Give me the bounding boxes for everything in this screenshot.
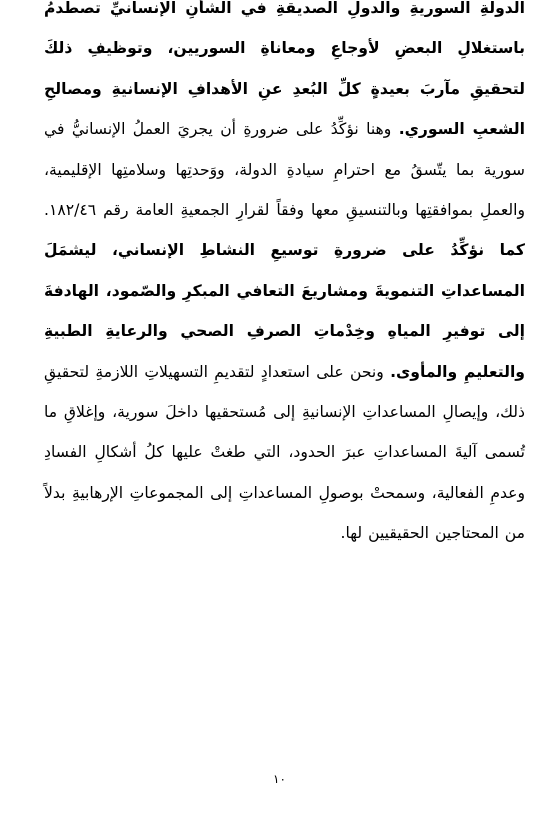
- body-paragraph: [44, 0, 525, 554]
- page-number: ١٠: [273, 772, 286, 786]
- normal-text-run: وهنا نؤكِّدُ على ضرورةِ أن يجريَ العملُ الإنسانيُّ في سورية بما يتّسقُ مع احترامِ سيادةِ الدولة، ووَحدتِها وسلامتِها الإقليمية، والعملِ بموافقتِها وبالتنسيقِ معها وفقاً لقرارِ الجمعيةِ العامة رقم ١٨٢/٤٦.: [44, 120, 525, 220]
- document-page: [44, 0, 525, 819]
- bold-text-run: كما نؤكِّدُ على ضرورةِ توسيعِ النشاطِ الإنساني، ليشمَلَ المساعداتِ التنمويةَ ومشاريعَ التعافي المبكرِ والصّمود، الهادفةَ إلى توفيرِ المياهِ وخِدْماتِ الصرفِ الصحي والرعايةِ الطبيةِ والتعليمِ والمأوى.: [44, 241, 525, 381]
- normal-text-run: ونحن على استعدادٍ لتقديمِ التسهيلاتِ اللازمةِ لتحقيقِ ذلك، وإيصالِ المساعداتِ الإنسانيةِ إلى مُستحقيها داخلَ سورية، وإغلاقِ ما تُسمى آليةَ المساعداتِ عبرَ الحدود، التي طغتْ عليها كلُ أشكالِ الفسادِ وعدمِ الفعالية، وسمحتْ بوصولِ المساعداتِ إلى المجموعاتِ الإرهابيةِ بدلاً من المحتاجين الحقيقيين لها.: [44, 362, 525, 543]
- bold-text-run: الدولةِ السوريةِ والدولِ الصديقةِ في الشأنِ الإنسانيِّ تصطدمُ باستغلالِ البعضِ لأوجاعِ ومعاناةِ السوريين، وتوظيفِ ذلكَ لتحقيقِ مآربَ بعيدةٍ كلِّ البُعدِ عنِ الأهدافِ الإنسانيةِ ومصالحِ الشعبِ السوري.: [44, 0, 525, 139]
